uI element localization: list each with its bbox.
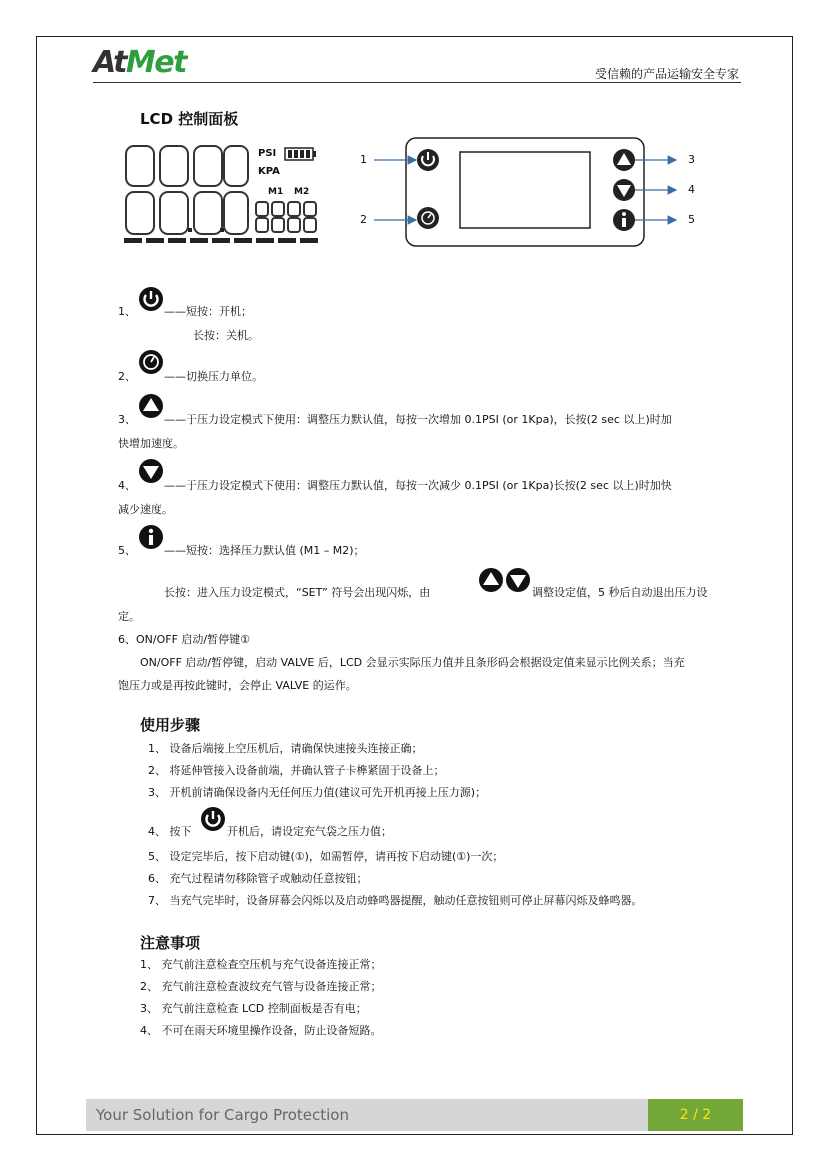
callout-4: 4 bbox=[688, 183, 695, 196]
b4-num: 4、 bbox=[118, 479, 136, 492]
lcd-unit-psi: PSI bbox=[258, 148, 277, 159]
usage-step: 6、 充气过程请勿移除管子或触动任意按钮； bbox=[148, 872, 368, 885]
b5-long-text-a: 长按：进入压力设定模式，“SET” 符号会出现闪烁，由 bbox=[164, 586, 431, 599]
panel-gauge-icon bbox=[417, 207, 439, 229]
callout-5: 5 bbox=[688, 213, 695, 226]
panel-info-icon bbox=[613, 209, 635, 231]
lcd-section-title: LCD 控制面板 bbox=[140, 110, 239, 128]
b5-short-text: ——短按：选择压力默认值 (M1 – M2)； bbox=[164, 544, 365, 557]
b5-num: 5、 bbox=[118, 544, 136, 557]
b6-cont: 饱压力或是再按此键时，会停止 VALVE 的运作。 bbox=[118, 679, 357, 692]
b4-text: ——于压力设定模式下使用：调整压力默认值，每按一次减少 0.1PSI (or 1Kpa)长按(2 sec 以上)时加快 bbox=[164, 479, 672, 492]
b6-text: ON/OFF 启动/暂停键，启动 VALVE 后，LCD 会显示实际压力值并且条形码会根据设定值来显示比例关系；当充 bbox=[140, 656, 685, 669]
b2-text: ——切换压力单位。 bbox=[164, 370, 263, 383]
notes-title: 注意事项 bbox=[140, 934, 201, 952]
b2-num: 2、 bbox=[118, 370, 136, 383]
note-item: 3、 充气前注意检查 LCD 控制面板是否有电； bbox=[140, 1002, 367, 1015]
lcd-m1-label: M1 bbox=[268, 187, 284, 197]
callout-2: 2 bbox=[360, 213, 367, 226]
callout-1: 1 bbox=[360, 153, 367, 166]
panel-up-icon bbox=[613, 149, 635, 171]
lcd-big-digit bbox=[194, 146, 222, 234]
down-arrow-icon bbox=[138, 458, 164, 484]
header-tagline: 受信赖的产品运输安全专家 bbox=[594, 67, 739, 81]
lcd-m2-label: M2 bbox=[294, 187, 310, 197]
usage-title: 使用步骤 bbox=[140, 716, 201, 734]
b1-num: 1、 bbox=[118, 305, 136, 318]
page-number: 2 / 2 bbox=[648, 1099, 743, 1131]
lcd-big-digit bbox=[224, 146, 248, 234]
panel-power-icon bbox=[417, 149, 439, 171]
lcd-big-digit bbox=[126, 146, 154, 234]
footer-slogan: Your Solution for Cargo Protection bbox=[96, 1106, 349, 1124]
down-arrow-icon bbox=[505, 567, 531, 593]
lcd-big-digit bbox=[160, 146, 188, 234]
b5-long-text-b: 调整设定值，5 秒后自动退出压力设 bbox=[532, 586, 708, 599]
header-divider bbox=[93, 82, 741, 83]
panel-down-icon bbox=[613, 179, 635, 201]
usage-step: 2、 将延伸管接入设备前端，并确认管子卡榫紧固于设备上； bbox=[148, 764, 445, 777]
usage-step-4-tail: 开机后，请设定充气袋之压力值； bbox=[227, 825, 392, 838]
atmet-logo: AtMet bbox=[93, 45, 186, 80]
b3-text: ——于压力设定模式下使用：调整压力默认值，每按一次增加 0.1PSI (or 1Kpa)，长按(2 sec 以上)时加 bbox=[164, 413, 672, 426]
note-item: 4、 不可在雨天环境里操作设备，防止设备短路。 bbox=[140, 1024, 382, 1037]
usage-step: 4、 按下 bbox=[148, 825, 192, 838]
lcd-unit-kpa: KPA bbox=[258, 166, 280, 177]
info-icon bbox=[138, 524, 164, 550]
power-icon bbox=[138, 286, 164, 312]
up-arrow-icon bbox=[478, 567, 504, 593]
note-item: 1、 充气前注意检查空压机与充气设备连接正常； bbox=[140, 958, 382, 971]
usage-step: 1、 设备后端接上空压机后，请确保快速接头连接正确； bbox=[148, 742, 423, 755]
b5-cont: 定。 bbox=[118, 610, 140, 623]
usage-step: 7、 当充气完毕时，设备屏幕会闪烁以及启动蜂鸣器提醒，触动任意按钮则可停止屏幕闪烁及蜂鸣器。 bbox=[148, 894, 643, 907]
b1-long-text: 长按：关机。 bbox=[193, 329, 259, 342]
note-item: 2、 充气前注意检查波纹充气管与设备连接正常； bbox=[140, 980, 382, 993]
b3-num: 3、 bbox=[118, 413, 136, 426]
b4-cont: 减少速度。 bbox=[118, 503, 173, 516]
usage-step: 5、 设定完毕后，按下启动键(①)，如需暂停，请再按下启动键(①)一次； bbox=[148, 850, 504, 863]
footer-bar bbox=[86, 1099, 743, 1131]
callout-3: 3 bbox=[688, 153, 695, 166]
b3-cont: 快增加速度。 bbox=[118, 437, 184, 450]
up-arrow-icon bbox=[138, 393, 164, 419]
control-panel-diagram bbox=[350, 134, 710, 254]
b1-short-text: ——短按：开机； bbox=[164, 305, 252, 318]
b6-title: 6、ON/OFF 启动/暂停键① bbox=[118, 633, 250, 646]
power-icon bbox=[200, 806, 226, 832]
usage-step: 3、 开机前请确保设备内无任何压力值(建议可先开机再接上压力源)； bbox=[148, 786, 487, 799]
gauge-icon bbox=[138, 349, 164, 375]
